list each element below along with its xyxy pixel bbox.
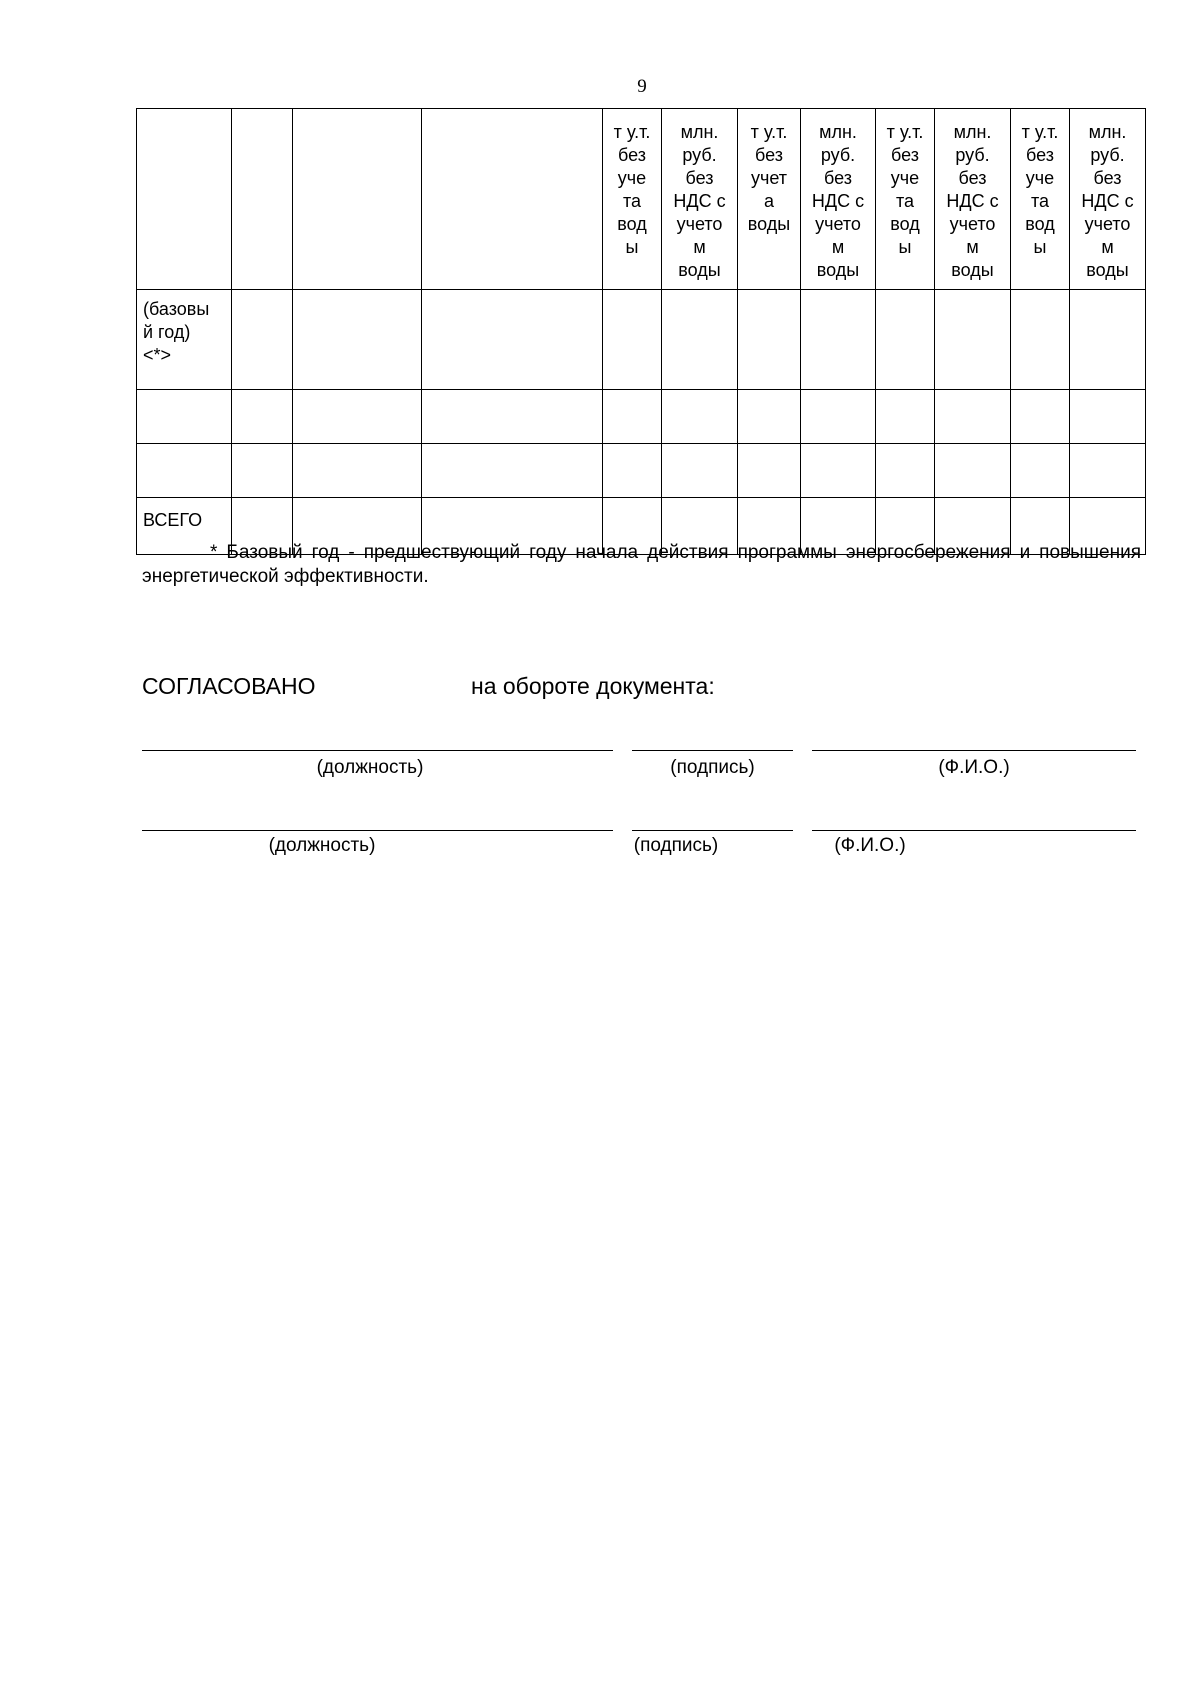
row-label-base-year: (базовы й год) <*> xyxy=(137,290,232,390)
signature-caption: (подпись) xyxy=(670,757,755,778)
table-cell xyxy=(1011,444,1070,498)
header-cell-rub-1: млн. руб. без НДС с учето м воды xyxy=(662,109,738,290)
table-header-row xyxy=(137,109,1146,290)
table-cell xyxy=(603,390,662,444)
table-cell xyxy=(662,290,738,390)
page-number: 9 xyxy=(637,76,647,97)
table-cell xyxy=(801,390,876,444)
header-cell xyxy=(422,109,603,290)
table-cell xyxy=(801,290,876,390)
table-cell xyxy=(876,390,935,444)
row-label xyxy=(137,390,232,444)
table-cell xyxy=(1011,390,1070,444)
signature-line xyxy=(632,830,793,831)
signature-caption: (подпись) xyxy=(633,835,719,856)
approval-label: СОГЛАСОВАНО xyxy=(142,673,316,699)
header-cell-rub-2: млн. руб. без НДС с учето м воды xyxy=(801,109,876,290)
name-caption: (Ф.И.О.) xyxy=(834,835,906,856)
table-cell xyxy=(293,290,422,390)
header-cell-tut-3: т у.т. без уче та вод ы xyxy=(876,109,935,290)
table-cell xyxy=(801,444,876,498)
header-cell xyxy=(232,109,293,290)
position-line xyxy=(142,830,613,831)
header-cell-tut-2: т у.т. без учет а воды xyxy=(738,109,801,290)
table-cell xyxy=(935,390,1011,444)
position-caption: (должность) xyxy=(268,835,376,856)
table-cell xyxy=(876,290,935,390)
name-line xyxy=(812,830,1136,831)
position-line xyxy=(142,750,613,751)
table-cell xyxy=(422,444,603,498)
table-cell xyxy=(1011,290,1070,390)
table-cell xyxy=(662,444,738,498)
table-row xyxy=(137,444,1146,498)
table-cell xyxy=(232,390,293,444)
table-cell xyxy=(1070,290,1146,390)
table-row xyxy=(137,290,1146,390)
signature-line xyxy=(632,750,793,751)
table-cell xyxy=(935,290,1011,390)
row-label xyxy=(137,444,232,498)
name-caption: (Ф.И.О.) xyxy=(938,757,1010,778)
table-cell xyxy=(876,444,935,498)
table-cell xyxy=(738,390,801,444)
position-caption: (должность) xyxy=(316,757,424,778)
table-cell xyxy=(422,290,603,390)
energy-savings-table xyxy=(136,108,1146,555)
table-cell xyxy=(662,390,738,444)
header-cell-tut-4: т у.т. без уче та вод ы xyxy=(1011,109,1070,290)
table-cell xyxy=(603,444,662,498)
table-cell xyxy=(422,390,603,444)
header-cell xyxy=(137,109,232,290)
approval-note: на обороте документа: xyxy=(471,673,715,699)
table-cell xyxy=(232,290,293,390)
table-cell xyxy=(1070,390,1146,444)
table-cell xyxy=(1070,444,1146,498)
table-cell xyxy=(738,290,801,390)
table-cell xyxy=(935,444,1011,498)
table-cell xyxy=(603,290,662,390)
name-line xyxy=(812,750,1136,751)
table-cell xyxy=(738,444,801,498)
header-cell xyxy=(293,109,422,290)
table-cell xyxy=(232,444,293,498)
footnote: * Базовый год - предшествующий году начала действия программы энергосбережения и повышения энергетической эффективности. xyxy=(142,542,1141,587)
table-cell xyxy=(293,390,422,444)
header-cell-tut-1: т у.т. без уче та вод ы xyxy=(603,109,662,290)
header-cell-rub-4: млн. руб. без НДС с учето м воды xyxy=(1070,109,1146,290)
table-row xyxy=(137,390,1146,444)
header-cell-rub-3: млн. руб. без НДС с учето м воды xyxy=(935,109,1011,290)
row-label-total: ВСЕГО xyxy=(137,498,232,555)
table-cell xyxy=(293,444,422,498)
